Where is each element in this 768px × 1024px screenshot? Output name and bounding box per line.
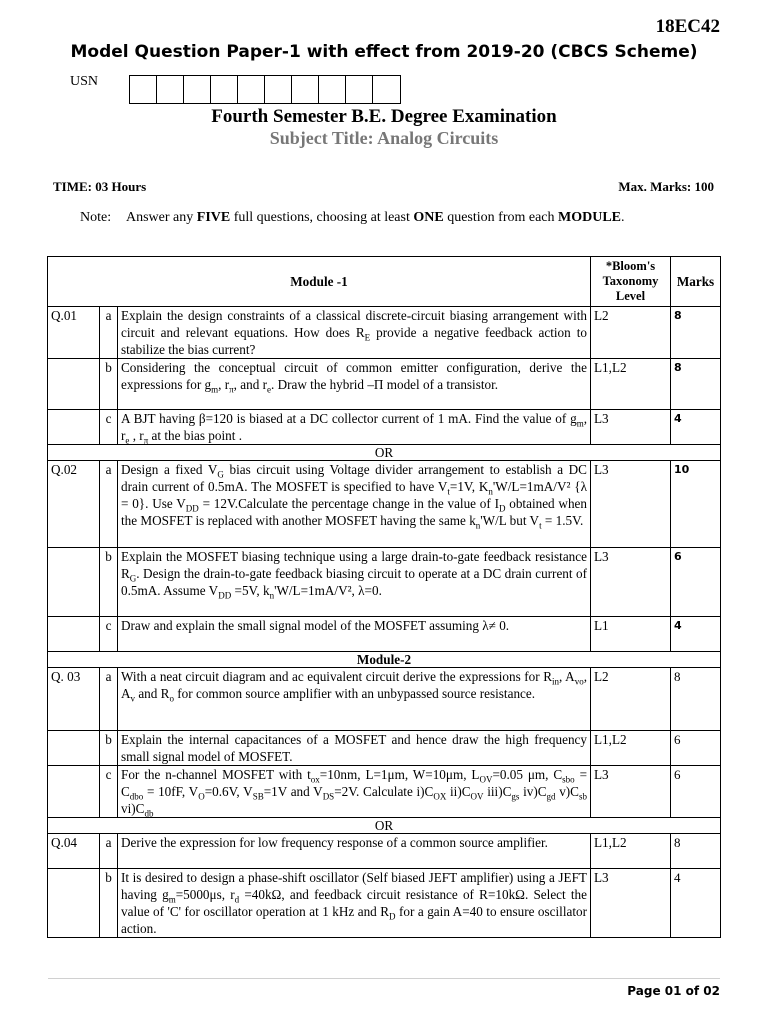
question-marks: 6 xyxy=(671,731,721,766)
question-row xyxy=(48,869,721,938)
question-marks: 6 xyxy=(671,548,721,617)
usn-box xyxy=(373,76,400,103)
exam-title: Fourth Semester B.E. Degree Examination xyxy=(211,106,557,127)
question-text: Design a fixed $V_G$ bias circuit using Voltage divider arrangement to establish a DC drain current of 0.5mA. The MOSFET is specified to have $V_t=1V$, $K_n'W/L=1mA/V^2$ {λ = 0}. Use $V_{DD}$ = 12V.Calculate the percentage change in the value of $I_D$ obtained when the MOSFET is replaced with another MOSFET having the same $k_n'W/L$ but $V_t = 1.5V$. xyxy=(118,461,591,548)
exam-time: TIME: 03 Hours xyxy=(53,179,147,194)
question-row xyxy=(48,461,721,548)
bloom-level: L3 xyxy=(591,548,671,617)
module-1-heading: Module -1 xyxy=(48,257,591,307)
usn-box xyxy=(130,76,157,103)
usn-boxes xyxy=(129,75,401,104)
question-row xyxy=(48,834,721,869)
question-number: Q.04 xyxy=(48,834,100,869)
sub-question-letter: b xyxy=(100,869,118,938)
note-text xyxy=(126,210,625,226)
question-number xyxy=(48,359,100,410)
question-row xyxy=(48,548,721,617)
question-marks: 8 xyxy=(671,359,721,410)
note-part: full questions, choosing at least xyxy=(230,210,414,225)
question-row xyxy=(48,617,721,652)
bloom-level: L3 xyxy=(591,410,671,445)
bloom-level: L1,L2 xyxy=(591,359,671,410)
note-part: . xyxy=(621,210,625,225)
bloom-level: L1,L2 xyxy=(591,731,671,766)
question-row xyxy=(48,668,721,731)
sub-question-letter: c xyxy=(100,410,118,445)
sub-question-letter: a xyxy=(100,834,118,869)
question-row xyxy=(48,359,721,410)
marks-header: Marks xyxy=(671,257,721,307)
bloom-level: L1 xyxy=(591,617,671,652)
usn-box xyxy=(238,76,265,103)
sub-question-letter: c xyxy=(100,617,118,652)
question-number xyxy=(48,548,100,617)
usn-box xyxy=(184,76,211,103)
paper-title: Model Question Paper-1 with effect from 2019-20 (CBCS Scheme) xyxy=(70,42,698,62)
usn-label: USN xyxy=(70,74,99,89)
question-text: Explain the MOSFET biasing technique using a large drain-to-gate feedback resistance $R_G$. Design the drain-to-gate feedback biasing circuit to operate at a DC drain current of 0.5mA. Assume $V_{DD} =5V$, $k_n'W/L=1mA/V^2$, λ=0. xyxy=(118,548,591,617)
question-row xyxy=(48,766,721,818)
note-emph: MODULE xyxy=(558,210,622,225)
question-marks: 10 xyxy=(671,461,721,548)
bloom-level: L3 xyxy=(591,461,671,548)
sub-question-letter: b xyxy=(100,548,118,617)
note-emph: ONE xyxy=(413,210,444,225)
sub-question-letter: b xyxy=(100,359,118,410)
question-marks: 8 xyxy=(671,834,721,869)
question-marks: 4 xyxy=(671,869,721,938)
sub-question-letter: a xyxy=(100,668,118,731)
sub-question-letter: a xyxy=(100,461,118,548)
page-number: Page 01 of 02 xyxy=(627,984,720,998)
question-number xyxy=(48,869,100,938)
or-label: OR xyxy=(48,445,721,461)
usn-box xyxy=(211,76,238,103)
module-2-row xyxy=(48,652,721,668)
bloom-header: *Bloom's Taxonomy Level xyxy=(591,257,671,307)
module-2-heading: Module-2 xyxy=(48,652,721,668)
note-label: Note: xyxy=(80,210,112,225)
max-marks: Max. Marks: 100 xyxy=(618,179,714,194)
question-number xyxy=(48,410,100,445)
bloom-level: L3 xyxy=(591,766,671,818)
or-label: OR xyxy=(48,818,721,834)
question-marks: 8 xyxy=(671,668,721,731)
note-emph: FIVE xyxy=(196,210,231,225)
sub-question-letter: a xyxy=(100,307,118,359)
subject-code: 18EC42 xyxy=(655,16,720,37)
question-number xyxy=(48,617,100,652)
question-marks: 8 xyxy=(671,307,721,359)
usn-box xyxy=(292,76,319,103)
bloom-level: L3 xyxy=(591,869,671,938)
question-text: With a neat circuit diagram and ac equivalent circuit derive the expressions for $R_{in}$, $A_{vo}$, $A_v$ and $R_o$ for common source amplifier with an unbypassed source resistance. xyxy=(118,668,591,731)
question-number xyxy=(48,766,100,818)
question-text: Draw and explain the small signal model of the MOSFET assuming λ≠ 0. xyxy=(118,617,591,652)
question-marks: 6 xyxy=(671,766,721,818)
question-text: Derive the expression for low frequency response of a common source amplifier. xyxy=(118,834,591,869)
question-text: A BJT having β=120 is biased at a DC collector current of 1 mA. Find the value of $g_m$, $r_e$ , $r_\pi$ at the bias point . xyxy=(118,410,591,445)
usn-box xyxy=(265,76,292,103)
question-marks: 4 xyxy=(671,617,721,652)
usn-box xyxy=(346,76,373,103)
bloom-level: L1,L2 xyxy=(591,834,671,869)
sub-question-letter: b xyxy=(100,731,118,766)
usn-box xyxy=(319,76,346,103)
bloom-level: L2 xyxy=(591,668,671,731)
question-text: Explain the internal capacitances of a MOSFET and hence draw the high frequency small signal model of MOSFET. xyxy=(118,731,591,766)
note-part: Answer any xyxy=(126,210,197,225)
sub-question-letter: c xyxy=(100,766,118,818)
subject-title: Subject Title: Analog Circuits xyxy=(269,128,499,148)
table-header xyxy=(48,257,721,307)
footer-divider xyxy=(48,978,720,979)
question-number: Q.01 xyxy=(48,307,100,359)
usn-box xyxy=(157,76,184,103)
note-part: question from each xyxy=(443,210,559,225)
question-number xyxy=(48,731,100,766)
question-row xyxy=(48,731,721,766)
question-text: It is desired to design a phase-shift oscillator (Self biased JEFT amplifier) using a JEFT having $g_m=5000\mu s$, $r_d =40k\Omega$, and feedback circuit resistance of R=10kΩ. Select the value of 'C' for oscillator operation at 1 kHz and $R_D$ for a gain A=40 to ensure oscillator action. xyxy=(118,869,591,938)
question-number: Q. 03 xyxy=(48,668,100,731)
question-marks: 4 xyxy=(671,410,721,445)
bloom-level: L2 xyxy=(591,307,671,359)
question-number: Q.02 xyxy=(48,461,100,548)
or-row xyxy=(48,818,721,834)
question-text: Considering the conceptual circuit of common emitter configuration, derive the expressions for $g_m$, $r_\pi$, and $r_e$. Draw the hybrid –Π model of a transistor. xyxy=(118,359,591,410)
question-text: Explain the design constraints of a classical discrete-circuit biasing arrangement with circuit and relevant equations. How does $R_E$ provide a negative feedback action to stabilize the bias current? xyxy=(118,307,591,359)
or-row xyxy=(48,445,721,461)
question-text: For the n-channel MOSFET with $t_{ox}=10nm$, L=1μm, W=10μm, $L_{OV}=0.05$ μm, $C_{sbo} = C_{dbo} = 10fF$, $V_O=0.6V$, $V_{SB}=1V$ and $V_{DS}=2V$. Calculate $i)C_{OX}$ $ii)C_{OV}$ $iii)C_{gs}$ $iv)C_{gd}$ $v)C_{sb}$ $vi)C_{db}$ xyxy=(118,766,591,818)
question-row xyxy=(48,307,721,359)
question-table xyxy=(47,256,721,938)
question-row xyxy=(48,410,721,445)
